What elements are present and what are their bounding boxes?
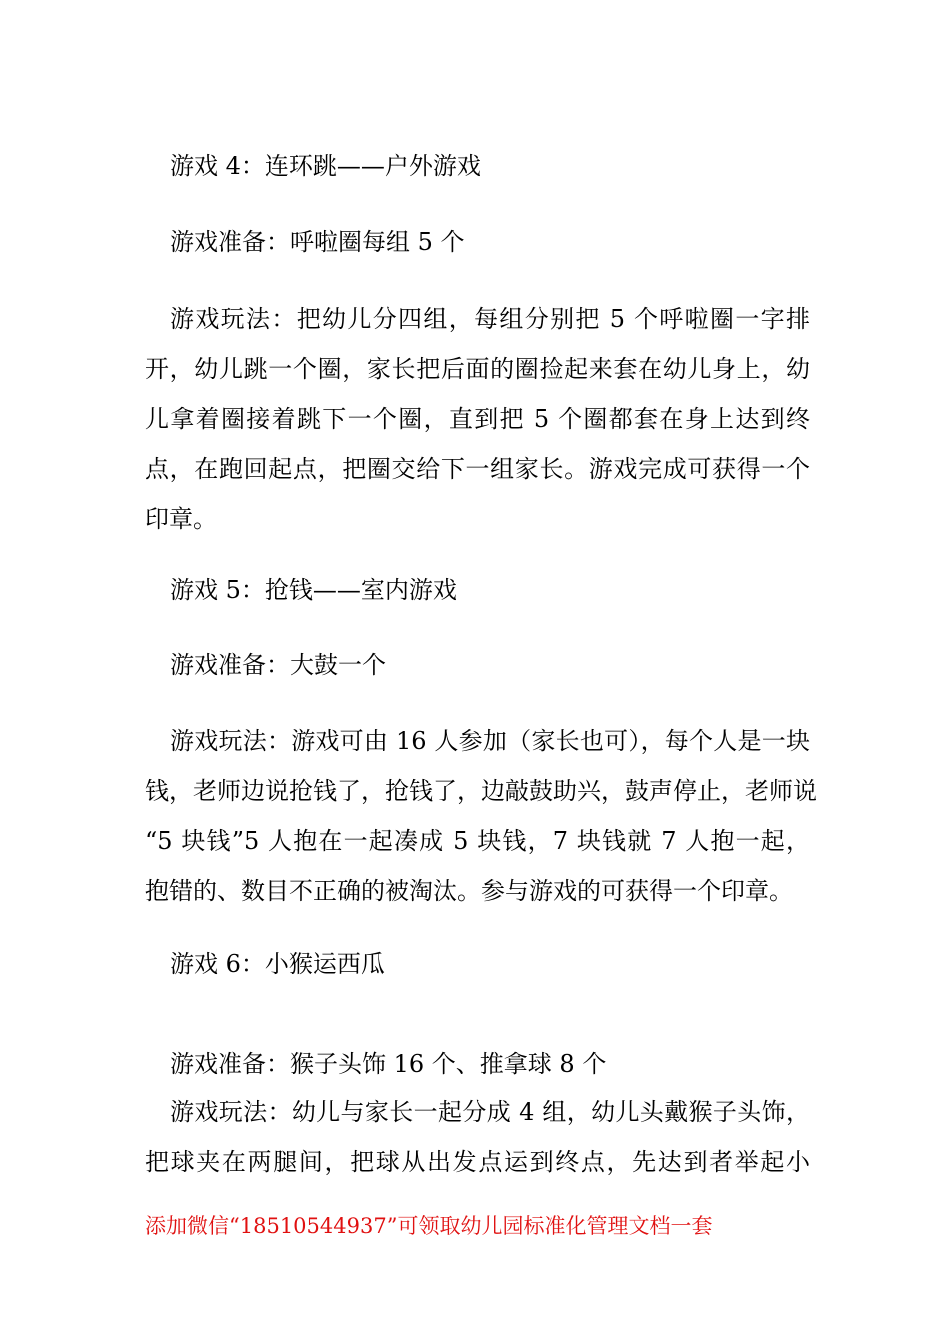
game4-play-line: 印章。 — [145, 505, 217, 533]
game5-play-paragraph — [145, 716, 817, 916]
game4-title: 游戏 4：连环跳——户外游戏 — [170, 152, 481, 180]
footer-promo-text: 添加微信“18510544937”可领取幼儿园标准化管理文档一套 — [145, 1214, 713, 1238]
game6-play-line: 把球夹在两腿间，把球从出发点运到终点，先达到者举起小 — [145, 1148, 810, 1176]
game5-title: 游戏 5：抢钱——室内游戏 — [170, 576, 457, 604]
game6-prep: 游戏准备：猴子头饰 16 个、推拿球 8 个 — [170, 1050, 607, 1078]
game4-play-line: 开，幼儿跳一个圈，家长把后面的圈捡起来套在幼儿身上，幼 — [145, 355, 810, 383]
game4-play-line: 儿拿着圈接着跳下一个圈，直到把 5 个圈都套在身上达到终 — [145, 405, 810, 433]
game6-play-line: 游戏玩法：幼儿与家长一起分成 4 组，幼儿头戴猴子头饰， — [170, 1098, 810, 1126]
game6-title: 游戏 6：小猴运西瓜 — [170, 950, 385, 978]
game6-play-paragraph — [145, 1087, 810, 1187]
game5-play-line: “5 块钱”5 人抱在一起凑成 5 块钱，7 块钱就 7 人抱一起， — [145, 827, 810, 855]
game5-play-line: 游戏玩法：游戏可由 16 人参加（家长也可），每个人是一块 — [170, 727, 810, 755]
game4-play-paragraph — [145, 294, 810, 544]
game5-play-line: 钱，老师边说抢钱了，抢钱了，边敲鼓助兴，鼓声停止，老师说 — [145, 777, 817, 805]
game4-play-line: 点，在跑回起点，把圈交给下一组家长。游戏完成可获得一个 — [145, 455, 810, 483]
game4-prep: 游戏准备：呼啦圈每组 5 个 — [170, 228, 465, 256]
game4-play-line: 游戏玩法：把幼儿分四组，每组分别把 5 个呼啦圈一字排 — [170, 305, 810, 333]
game5-play-line: 抱错的、数目不正确的被淘汰。参与游戏的可获得一个印章。 — [145, 877, 793, 905]
game5-prep: 游戏准备：大鼓一个 — [170, 651, 386, 679]
